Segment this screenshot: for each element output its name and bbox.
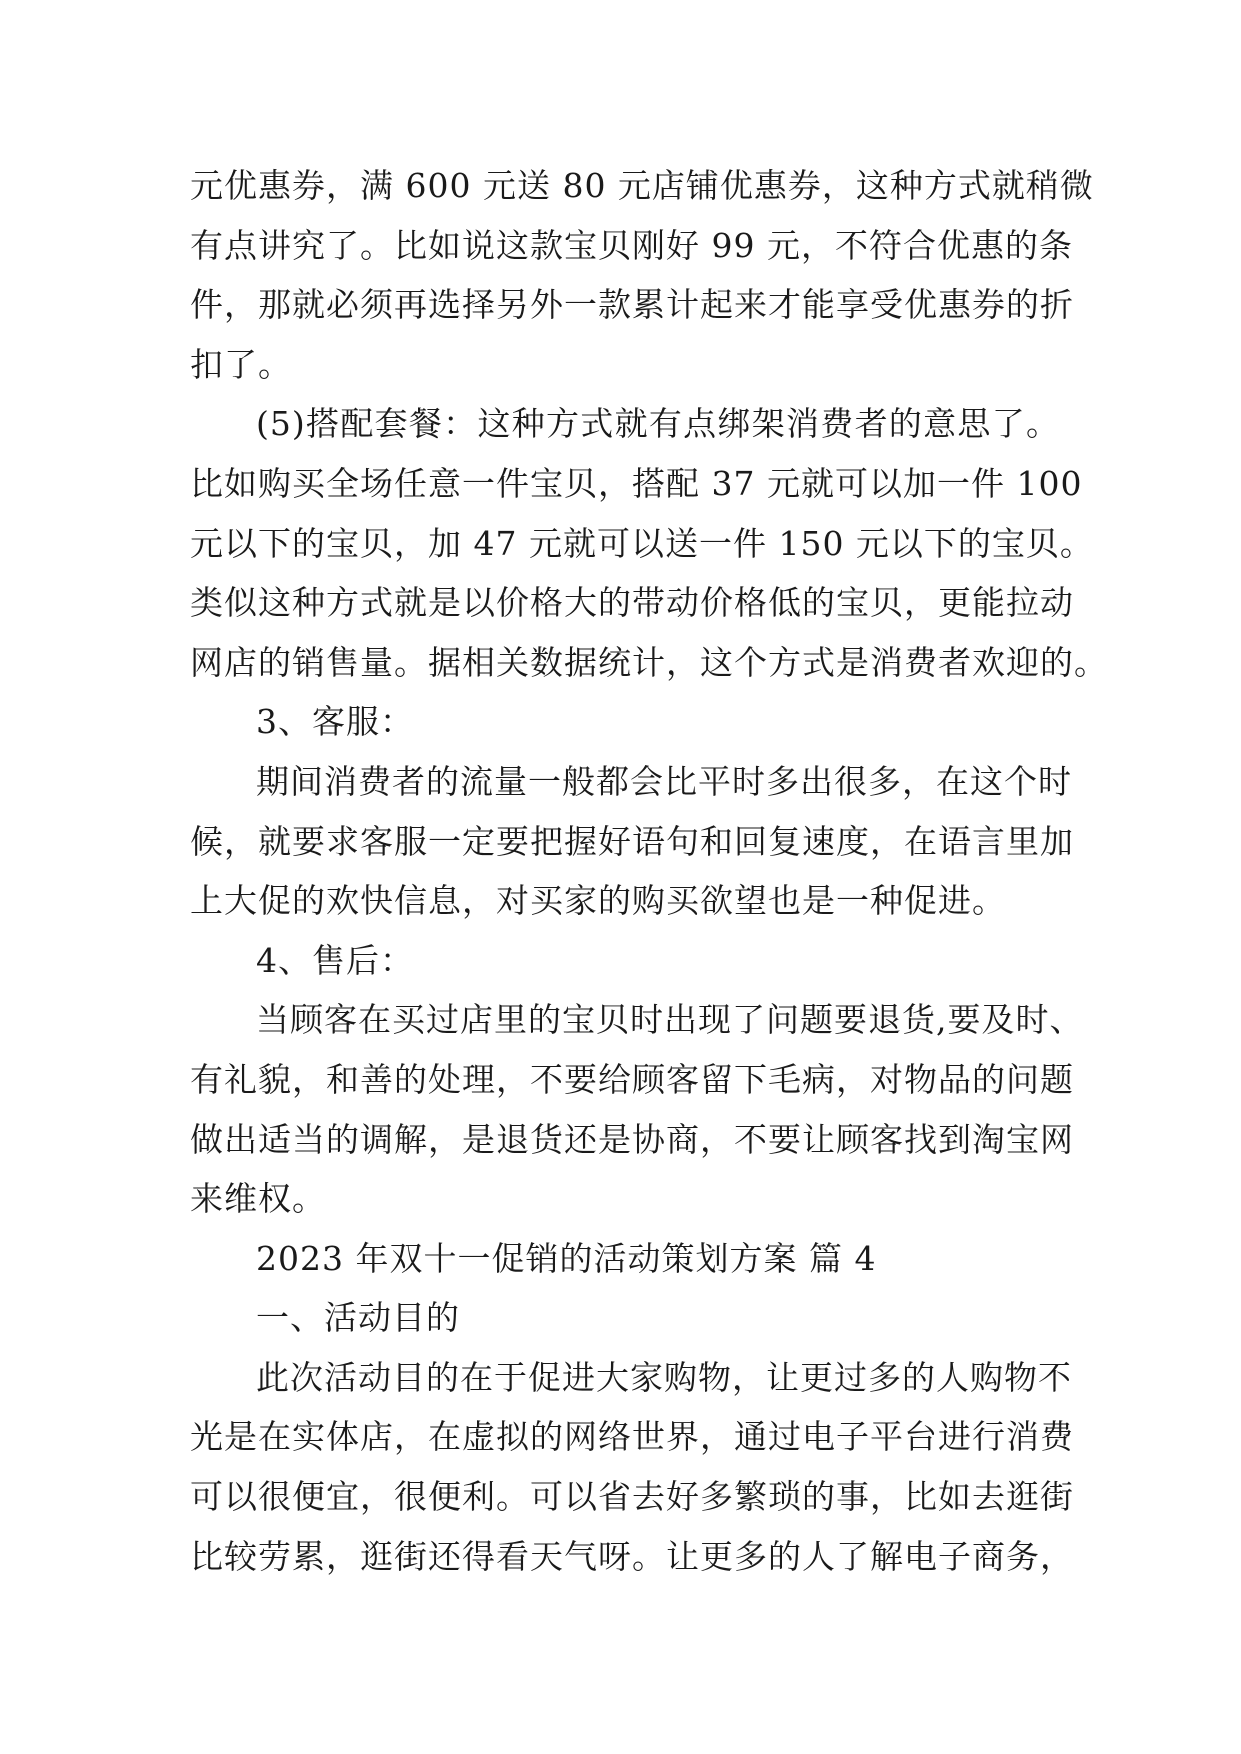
text-line: 当顾客在买过店里的宝贝时出现了问题要退货,要及时、 xyxy=(256,1000,1084,1040)
text-line: 比较劳累，逛街还得看天气呀。让更多的人了解电子商务， xyxy=(190,1536,1074,1576)
text-line: 类似这种方式就是以价格大的带动价格低的宝贝，更能拉动 xyxy=(190,583,1074,623)
text-line: 可以很便宜，很便利。可以省去好多繁琐的事，比如去逛街 xyxy=(190,1477,1074,1517)
text-line: 做出适当的调解，是退货还是协商，不要让顾客找到淘宝网 xyxy=(190,1119,1074,1159)
text-line: 2023 年双十一促销的活动策划方案 篇 4 xyxy=(256,1238,877,1278)
text-line: 有点讲究了。比如说这款宝贝刚好 99 元，不符合优惠的条 xyxy=(190,225,1073,265)
text-line: 3、客服： xyxy=(256,702,414,742)
text-line: 有礼貌，和善的处理，不要给顾客留下毛病，对物品的问题 xyxy=(190,1059,1074,1099)
document-body xyxy=(190,156,1108,1586)
text-line: 候，就要求客服一定要把握好语句和回复速度，在语言里加 xyxy=(190,821,1074,861)
text-line: 扣了。 xyxy=(190,344,292,384)
text-line: 期间消费者的流量一般都会比平时多出很多，在这个时 xyxy=(256,761,1072,801)
text-line: (5)搭配套餐：这种方式就有点绑架消费者的意思了。 xyxy=(256,404,1060,444)
text-line: 元以下的宝贝，加 47 元就可以送一件 150 元以下的宝贝。 xyxy=(190,523,1094,563)
text-line: 元优惠券，满 600 元送 80 元店铺优惠券，这种方式就稍微 xyxy=(190,166,1094,205)
text-line: 网店的销售量。据相关数据统计，这个方式是消费者欢迎的。 xyxy=(190,642,1108,682)
text-line: 光是在实体店，在虚拟的网络世界，通过电子平台进行消费 xyxy=(190,1417,1074,1457)
text-line: 一、活动目的 xyxy=(256,1298,460,1338)
text-line: 此次活动目的在于促进大家购物，让更过多的人购物不 xyxy=(256,1357,1072,1397)
text-line: 件，那就必须再选择另外一款累计起来才能享受优惠券的折 xyxy=(190,285,1074,325)
text-line: 4、售后： xyxy=(256,940,414,980)
text-line: 来维权。 xyxy=(190,1179,326,1219)
text-line: 上大促的欢快信息，对买家的购买欲望也是一种促进。 xyxy=(190,881,1006,921)
text-line: 比如购买全场任意一件宝贝，搭配 37 元就可以加一件 100 xyxy=(190,463,1083,503)
